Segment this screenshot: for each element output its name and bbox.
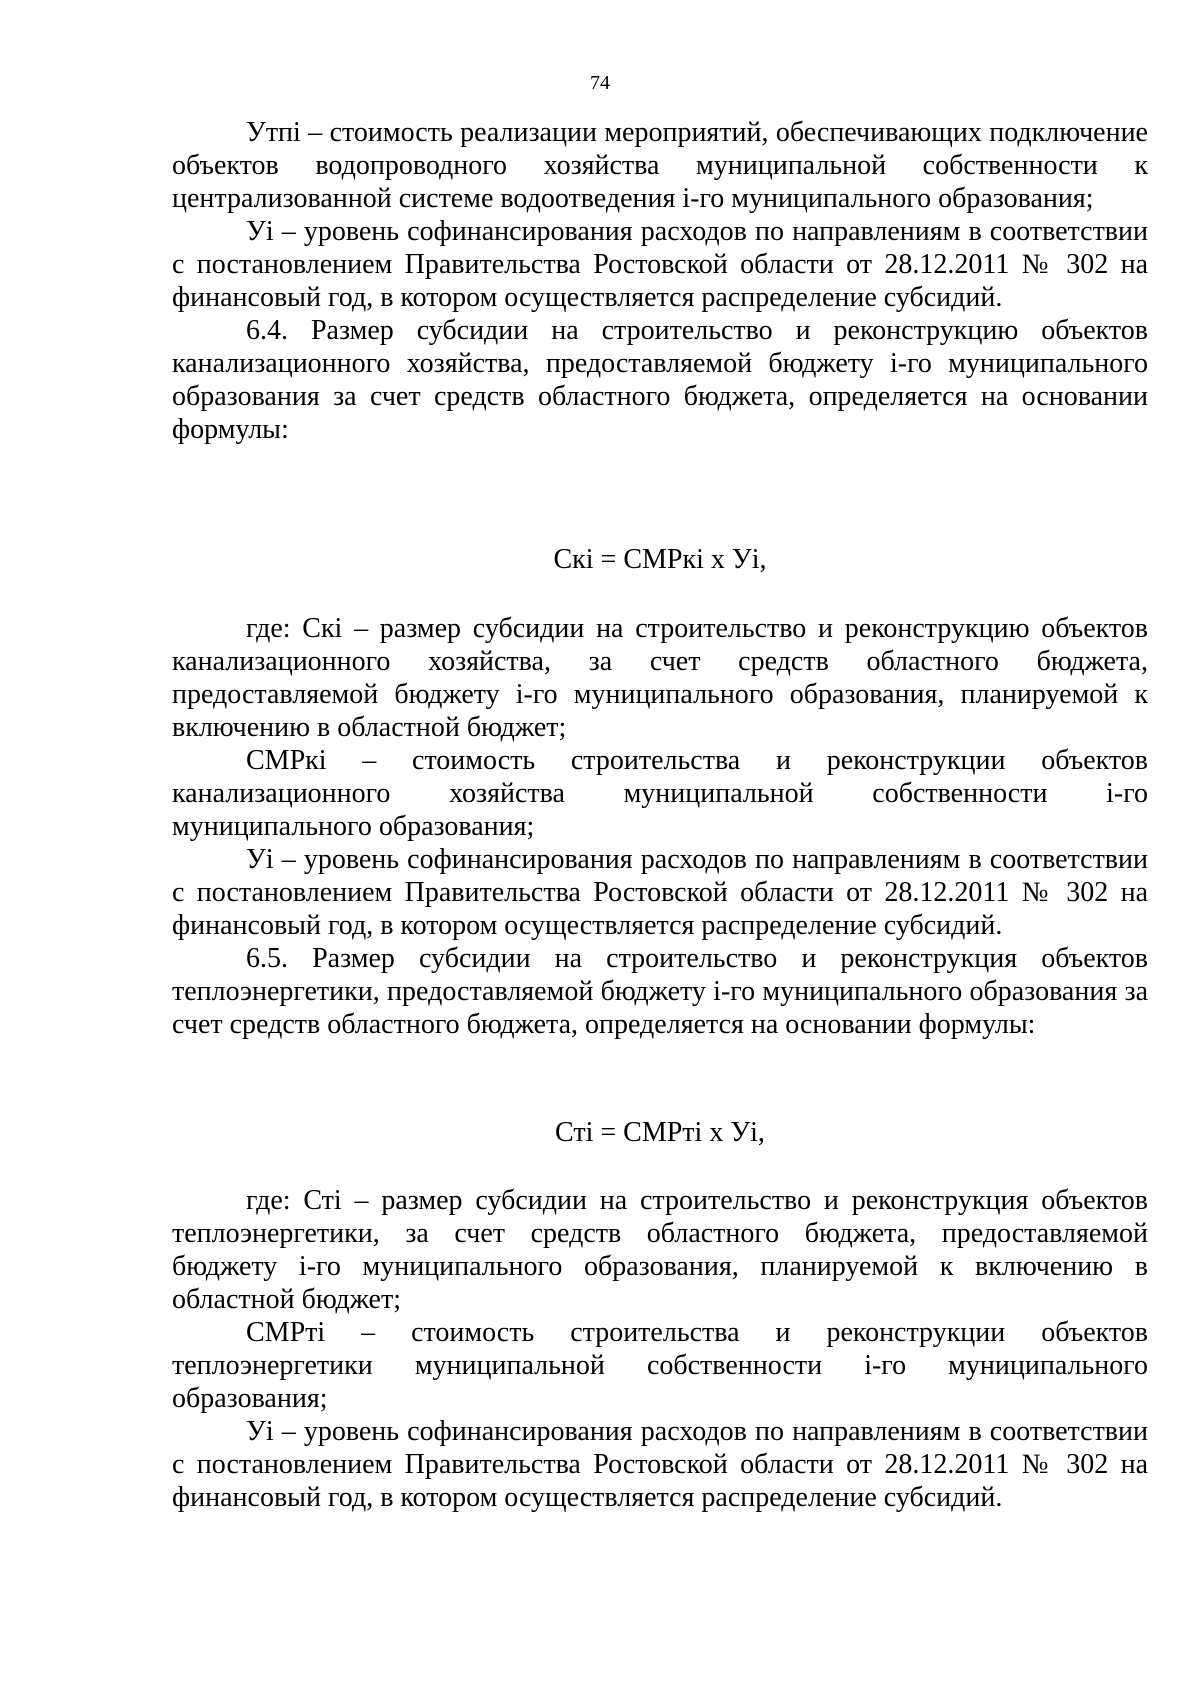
- definition-ui: Уi – уровень софинансирования расходов по направлениям в соответствии с постановлением Правительства Ростовской области от 28.12.2011 № 302 на финансовый год, в котором осуществляется распределение субсидий.: [172, 844, 1148, 941]
- definition-utp: Утпi – стоимость реализации мероприятий, обеспечивающих подключение объектов водопроводного хозяйства муниципальной собственности к централизованной системе водоотведения i-го муниципального образования;: [172, 117, 1148, 214]
- definition-ui: Уi – уровень софинансирования расходов по направлениям в соответствии с постановлением Правительства Ростовской области от 28.12.2011 № 302 на финансовый год, в котором осуществляется распределение субсидий.: [172, 216, 1148, 313]
- definition-sti: где: Стi – размер субсидии на строительство и реконструкция объектов теплоэнергетики, за счет средств областного бюджета, предоставляемой бюджету i-го муниципального образования, планируемой к включению в областной бюджет;: [172, 1185, 1148, 1315]
- definition-ski: где: Скi – размер субсидии на строительство и реконструкцию объектов канализационного хозяйства, за счет средств областного бюджета, предоставляемой бюджету i-го муниципального образования, планируемой к включению в областной бюджет;: [172, 613, 1148, 743]
- text-block-sti-legend: [172, 1184, 1148, 1514]
- clause-6-5: 6.5. Размер субсидии на строительство и реконструкция объектов теплоэнергетики, предоставляемой бюджету i-го муниципального образования за счет средств областного бюджета, определяется на основании формулы:: [172, 943, 1148, 1040]
- clause-6-4: 6.4. Размер субсидии на строительство и реконструкцию объектов канализационного хозяйства, предоставляемой бюджету i-го муниципального образования за счет средств областного бюджета, определяется на основании формулы:: [172, 315, 1148, 445]
- formula-sti: Стi = СМРтi х Уi,: [555, 1117, 765, 1148]
- definition-ui: Уi – уровень софинансирования расходов по направлениям в соответствии с постановлением Правительства Ростовской области от 28.12.2011 № 302 на финансовый год, в котором осуществляется распределение субсидий.: [172, 1416, 1148, 1513]
- formula-ski: Скi = СМРкi х Уi,: [553, 544, 767, 575]
- page-number: 74: [590, 72, 610, 94]
- definition-smrti: СМРтi – стоимость строительства и реконструкции объектов теплоэнергетики муниципальной собственности i-го муниципального образования;: [172, 1317, 1148, 1414]
- formula-block-1: [172, 543, 1148, 576]
- text-block-intro: [172, 116, 1148, 446]
- text-block-ski-legend: [172, 612, 1148, 1041]
- definition-smrki: СМРкi – стоимость строительства и реконструкции объектов канализационного хозяйства муниципальной собственности i-го муниципального образования;: [172, 745, 1148, 842]
- formula-block-2: [172, 1116, 1148, 1149]
